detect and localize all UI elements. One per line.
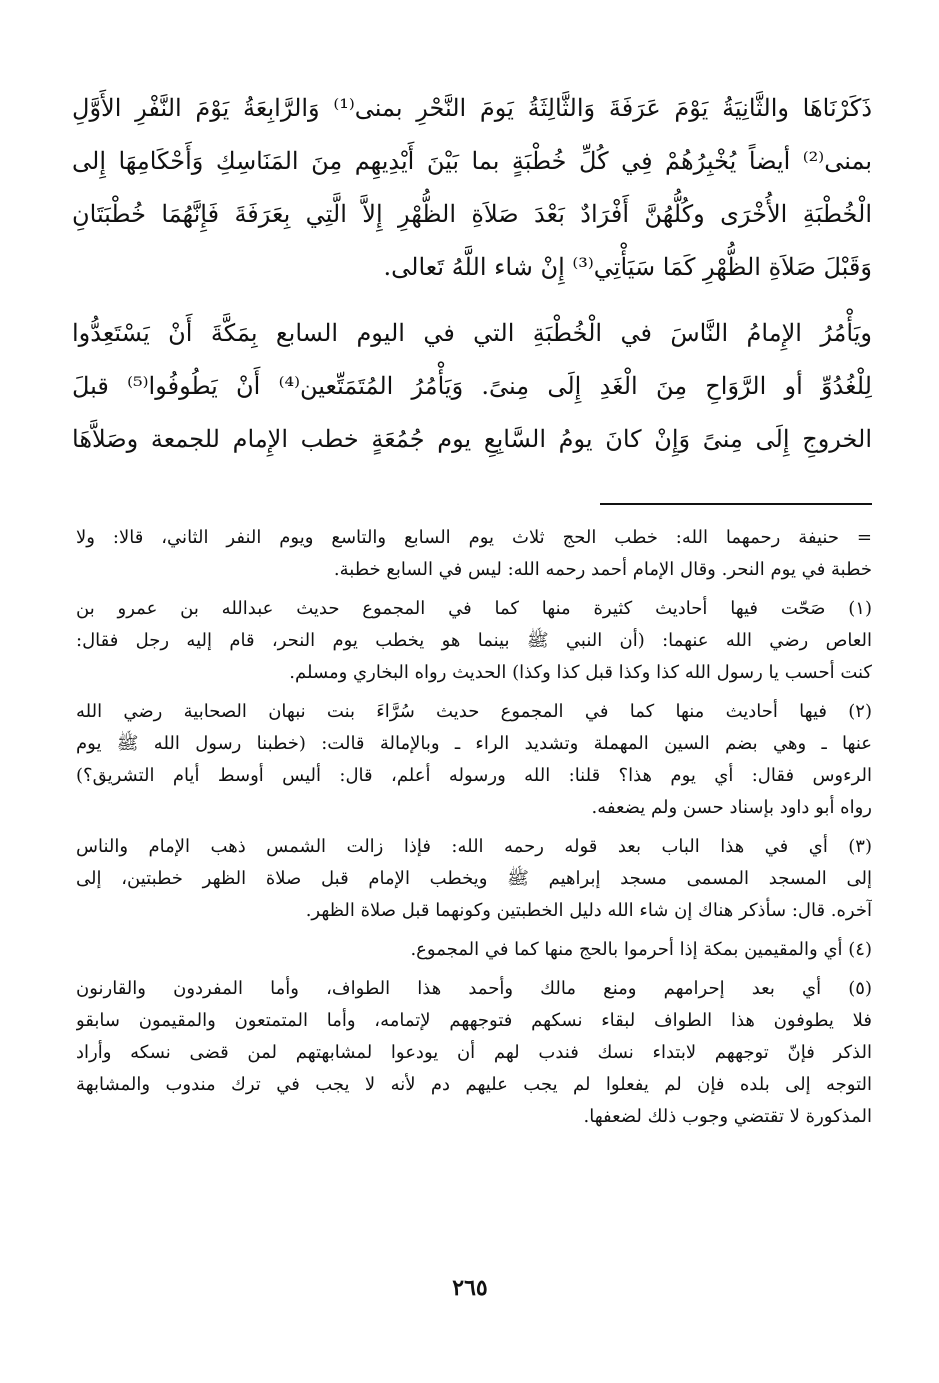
footnote-line: خطبة في يوم النحر. وقال الإمام أحمد رحمه الله: ليس في السابع خطبة. <box>333 559 872 580</box>
footnote-5-line: المذكورة لا تقتضي وجوب ذلك لضعفها. <box>583 1106 872 1127</box>
footnote-3-line: آخره. قال: سأذكر هناك إن شاء الله دليل الخطبتين وكونهما قبل صلاة الظهر. <box>305 900 872 921</box>
footnote-separator <box>600 503 872 505</box>
main-line: وَقَبْلَ صَلاَةِ الظُّهْرِ كَمَا سَيَأْتِي⁽³⁾ إِنْ شاء اللَّهُ تَعالى. <box>383 253 872 281</box>
footnote-5-line: (٥) أي بعد إحرامهم ومنع مالك وأحمد هذا الطواف، وأما المفردون والقارنون <box>76 978 872 999</box>
main-line: الْخُطْبَةِ الأُخْرَى وكُلُّهُنَّ أَفْرَادٌ بَعْدَ صَلاَةِ الظُّهْرِ إِلاَّ الَّتِي بِعَرَفَةَ فَإِنَّهُمَا خُطْبَتَانِ <box>72 200 872 228</box>
page-number: ٢٦٥ <box>452 1275 488 1301</box>
footnote-gap <box>76 689 872 696</box>
footnote-gap <box>76 927 872 934</box>
main-line: بمنى⁽²⁾ أيضاً يُخْبِرُهُمْ فِي كُلِّ خُطْبَةٍ بما بَيْنَ أَيْدِيهِم مِنَ المَنَاسِكِ وَأَحْكَامِهَا إِلى <box>72 147 872 175</box>
footnote-1-line: كنت أحسب يا رسول الله كذا وكذا قبل كذا وكذا) الحديث رواه البخاري ومسلم. <box>289 662 872 683</box>
footnote-line: = حنيفة رحمهما الله: خطب الحج ثلاث يوم السابع والتاسع ويوم النفر الثاني، قالا: ولا <box>76 527 872 548</box>
footnote-gap <box>76 586 872 593</box>
main-line: ذَكَرْنَاهَا والثَّانِيَةُ يَوْمَ عَرَفَةَ وَالثَّالِثَةُ يَومَ النَّحْرِ بمنى⁽¹⁾ وَالرَّابِعَةُ يَوْمَ النَّفْرِ الأَوَّلِ <box>72 94 872 122</box>
footnote-5-line: فلا يطوفون هذا الطواف لبقاء نسكهم فتوجههم لإتمامه، وأما المتمتعون والمقيمون سابقو <box>76 1010 872 1031</box>
main-line: الخروجِ إِلَى مِنىً وَإِنْ كانَ يومُ السَّابِعِ يوم جُمُعَةٍ خطب الإِمام للجمعة وصَلاَّهَا <box>72 425 872 453</box>
footnotes-block <box>76 522 872 1133</box>
footnote-4-line: (٤) أي والمقيمين بمكة إذا أحرموا بالحج منها كما في المجموع. <box>410 939 872 960</box>
footnote-5-line: التوجه إلى بلده فإن لم يفعلوا لم يجب عليهم دم لأنه لا يجب في ترك مندوب والمشابهة <box>76 1074 872 1095</box>
footnote-gap <box>76 824 872 831</box>
footnote-3-line: إلى المسجد المسمى مسجد إبراهيم ﷺ ويخطب الإمام قبل صلاة الظهر خطبتين، إلى <box>76 868 872 889</box>
footnote-2-line: (٢) فيها أحاديث منها كما في المجموع حديث سُرَّاءَ بنت نبهان الصحابية رضي الله <box>76 701 872 722</box>
footnote-1-line: العاص رضي الله عنهما: (أن النبي ﷺ بينما هو يخطب يوم النحر، قام إليه رجل فقال: <box>76 630 872 651</box>
footnote-2-line: الرءوس فقال: أي يوم هذا؟ قلنا: الله ورسوله أعلم، قال: أليس أوسط أيام التشريق؟) <box>76 765 872 786</box>
main-text-block <box>72 82 872 466</box>
footnote-3-line: (٣) أي في هذا الباب بعد قوله رحمه الله: فإذا زالت الشمس ذهب الإمام والناس <box>76 836 872 857</box>
footnote-5-line: الذكر فإنّ توجههم لابتداء نسك فندب لهم أن يودعوا لمشابهتهم لمن قضى نسكه وأراد <box>76 1042 872 1063</box>
paragraph-gap <box>72 294 872 307</box>
footnote-gap <box>76 966 872 973</box>
footnote-2-line: عنها ـ وهي بضم السين المهملة وتشديد الراء ـ وبالإمالة قالت: (خطبنا رسول الله ﷺ يوم <box>76 733 872 754</box>
footnote-1-line: (١) صَحّت فيها أحاديث كثيرة منها كما في المجموع حديث عبدالله بن عمرو بن <box>76 598 872 619</box>
main-line: ويَأْمُرُ الإِمامُ النَّاسَ في الْخُطْبَةِ التي في اليوم السابع بِمَكَّةَ أَنْ يَسْتَعِدُّوا <box>72 319 872 347</box>
main-line: لِلْغُدُوِّ أو الرَّوَاحِ مِنَ الْغَدِ إِلَى مِنىً. وَيَأْمُرُ المُتَمَتِّعين⁽⁴⁾ أَنْ يَطُوفُوا⁽⁵⁾ قبلَ <box>72 372 872 400</box>
footnote-2-line: رواه أبو داود بإسناد حسن ولم يضعفه. <box>591 797 872 818</box>
